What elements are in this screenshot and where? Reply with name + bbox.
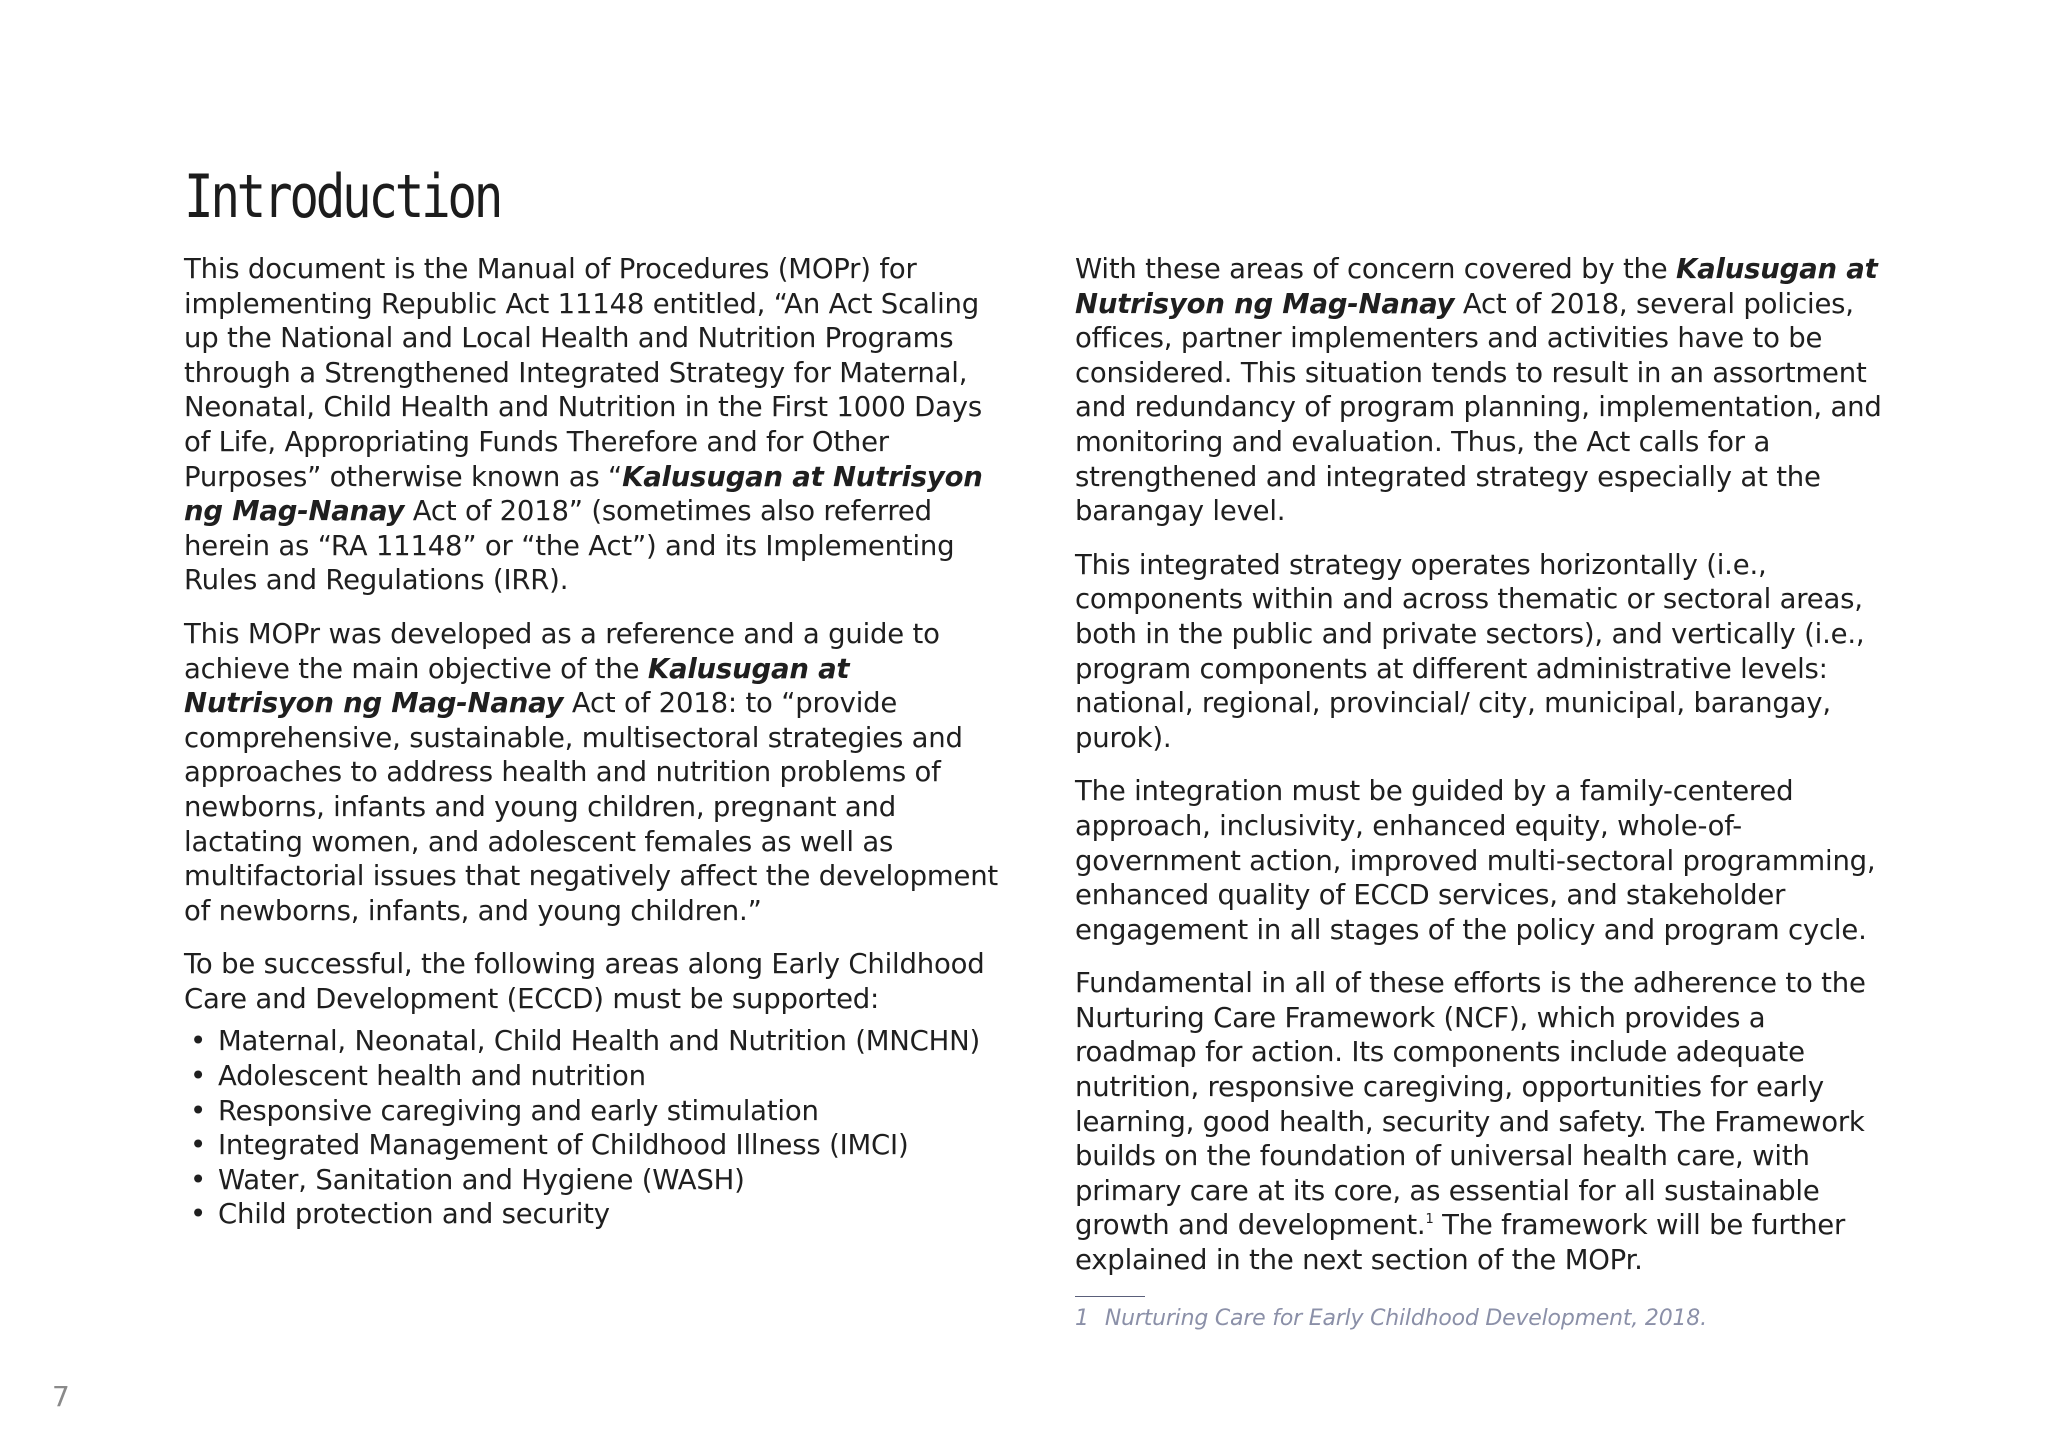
paragraph-objective: This MOPr was developed as a reference and a guide to achieve the main objective of the Kalusugan at Nutrisyon ng Mag-Nanay Act of 2018: to “provide comprehensive, sustainable, multisectoral strategies and approaches to address health and nutrition problems of newborns, infants and young children, pregnant and lactating women, and adolescent females as well as multifactorial issues that negatively affect the development of newborns, infants, and young children.”	[184, 617, 999, 927]
list-item: • Adolescent health and nutrition	[218, 1059, 1004, 1094]
footnote	[1075, 1306, 1707, 1331]
list-item: • Child protection and security	[218, 1197, 1004, 1232]
left-column	[184, 252, 1004, 1232]
paragraph-eccd: To be successful, the following areas along Early Childhood Care and Development (ECCD) must be supported:	[184, 948, 985, 1015]
paragraph-strategy: This integrated strategy operates horizontally (i.e., components within and across thematic or sectoral areas, both in the public and private sectors), and vertically (i.e., program components at different administrative levels: national, regional, provincial/ city, municipal, barangay, purok).	[1075, 548, 1865, 754]
paragraph-ncf: Fundamental in all of these efforts is the adherence to the Nurturing Care Framework (NCF), which provides a roadmap for action. Its components include adequate nutrition, responsive caregiving, opportunities for early learning, good health, security and safety. The Framework builds on the foundation of universal health care, with primary care at its core, as essential for all sustainable growth and development.$^1$ The framework will be further explained in the next section of the MOPr.	[1075, 967, 1866, 1277]
list-item: • Maternal, Neonatal, Child Health and Nutrition (MNCHN)	[218, 1024, 1004, 1059]
footnote-text: Nurturing Care for Early Childhood Development, 2018.	[1104, 1306, 1707, 1331]
act-name-emphasis: Kalusugan at Nutrisyon ng Mag-Nanay	[184, 460, 983, 528]
page-title: Introduction	[184, 162, 501, 233]
list-item: • Integrated Management of Childhood Illness (IMCI)	[218, 1128, 1004, 1163]
list-item: • Water, Sanitation and Hygiene (WASH)	[218, 1163, 1004, 1198]
right-column	[1075, 252, 1895, 1297]
act-name-emphasis: Kalusugan at Nutrisyon ng Mag-Nanay	[184, 652, 850, 720]
list-item: • Responsive caregiving and early stimulation	[218, 1094, 1004, 1129]
page-number: 7	[52, 1380, 70, 1413]
paragraph-concerns: With these areas of concern covered by the Kalusugan at Nutrisyon ng Mag-Nanay Act of 2018, several policies, offices, partner implementers and activities have to be considered. This situation tends to result in an assortment and redundancy of program planning, implementation, and monitoring and evaluation. Thus, the Act calls for a strengthened and integrated strategy especially at the barangay level.	[1075, 253, 1882, 528]
eccd-areas-list	[184, 1024, 1004, 1232]
footnote-marker: 1	[1425, 1212, 1434, 1228]
footnote-divider	[1075, 1296, 1145, 1297]
act-name-emphasis: Kalusugan at Nutrisyon ng Mag-Nanay	[1075, 253, 1878, 320]
footnote-number: 1	[1075, 1306, 1089, 1331]
paragraph-integration: The integration must be guided by a family-centered approach, inclusivity, enhanced equity, whole-of-government action, improved multi-sectoral programming, enhanced quality of ECCD services, and stakeholder engagement in all stages of the policy and program cycle.	[1075, 775, 1876, 946]
paragraph-intro: This document is the Manual of Procedures (MOPr) for implementing Republic Act 11148 entitled, “An Act Scaling up the National and Local Health and Nutrition Programs through a Strengthened Integrated Strategy for Maternal, Neonatal, Child Health and Nutrition in the First 1000 Days of Life, Appropriating Funds Therefore and for Other Purposes” otherwise known as “Kalusugan at Nutrisyon ng Mag-Nanay Act of 2018” (sometimes also referred herein as “RA 11148” or “the Act”) and its Implementing Rules and Regulations (IRR).	[184, 253, 983, 597]
